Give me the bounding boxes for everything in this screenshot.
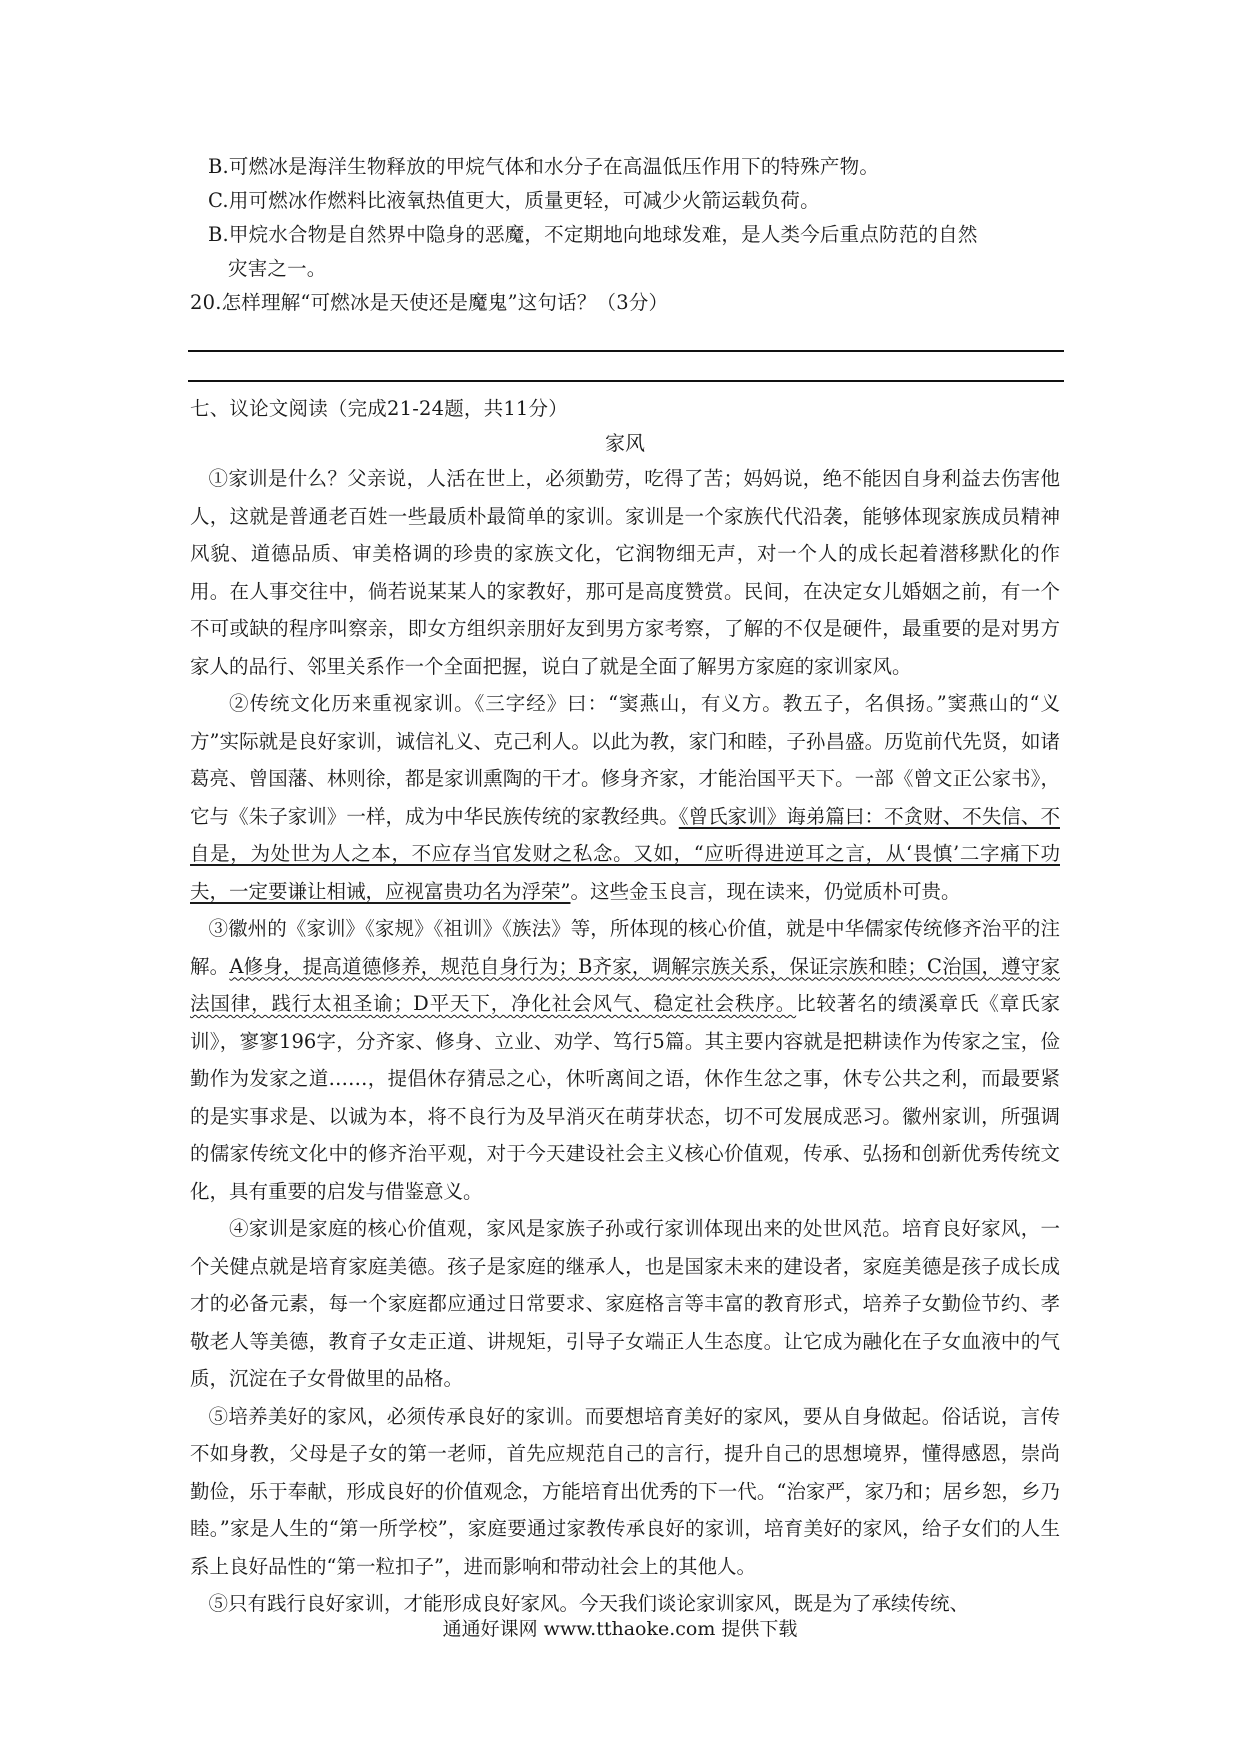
paragraph-5: ⑤培养美好的家风，必须传承良好的家训。而要想培育美好的家风，要从自身做起。俗话说，言传不如身教，父母是子女的第一老师，首先应规范自己的言行，提升自己的思想境界，懂得感恩，崇尚勤俭，乐于奉献，形成良好的价值观念，方能培育出优秀的下一代。“治家严，家乃和；居乡恕，乡乃睦。”家是人生的“第一所学校”，家庭要通过家教传承良好的家训，培育美好的家风，给子女们的人生系上良好品性的“第一粒扣子”，进而影响和带动社会上的其他人。 [190, 1404, 1060, 1578]
essay-title: 家风 [605, 431, 645, 455]
q19-option-b: B.可燃冰是海洋生物释放的甲烷气体和水分子在高温低压作用下的特殊产物。 [208, 155, 880, 178]
underlined-quote: 《曾氏家训》诲弟篇曰：不贪财、不失信、不自是，为处世为人之本，不应存当官发财之私念。又如，“应听得进逆耳之言，从‘畏慎’二字痛下功夫，一定要谦让相诫，应视富贵功名为浮荣” [190, 804, 1060, 903]
paragraph-6: ⑤只有践行良好家训，才能形成良好家风。今天我们谈论家训家风，既是为了承续传统、 [208, 1592, 970, 1615]
paragraph-2-end: 。这些金玉良言，现在读来，仍觉质朴可贵。 [570, 879, 961, 903]
wavy-underlined-text: A修身，提高道德修养，规范自身行为；B齐家，调解宗族关系，保证宗族和睦；C治国，遵守家法国律，践行太祖圣谕；D平天下，净化社会风气、稳定社会秩序。 [190, 954, 1060, 1015]
paragraph-3-end: 比较著名的绩溪章氏《章氏家训》，寥寥196字，分齐家、修身、立业、劝学、笃行5篇。其主要内容就是把耕读作为传家之宝，俭勤作为发家之道……，提倡休存猜忌之心，休听离间之语，休作生忿之事，休专公共之利，而最要紧的是实事求是、以诚为本，将不良行为及早消灭在萌芽状态，切不可发展成恶习。徽州家训，所强调的儒家传统文化中的修齐治平观，对于今天建设社会主义核心价值观，传承、弘扬和创新优秀传统文化，具有重要的启发与借鉴意义。 [190, 992, 1060, 1203]
section-divider [188, 380, 1064, 382]
paragraph-3-text: ③徽州的《家训》《家规》《祖训》《族法》等，所体现的核心价值，就是中华儒家传统修齐治平的注解。 [190, 917, 1060, 978]
section-7-heading: 七、议论文阅读（完成21-24题，共11分） [190, 397, 568, 420]
q19-option-b-second: B.甲烷水合物是自然界中隐身的恶魔，不定期地向地球发难，是人类今后重点防范的自然 [208, 223, 978, 246]
question-20: 20.怎样理解“可燃冰是天使还是魔鬼”这句话？（3分） [190, 291, 669, 314]
q19-option-b-second-cont: 灾害之一。 [228, 257, 327, 280]
page-content [190, 150, 1060, 1623]
page-footer: 通通好课网 www.tthaoke.com 提供下载 [442, 1618, 798, 1640]
paragraph-2 [190, 685, 1060, 910]
paragraph-1: ①家训是什么？父亲说，人活在世上，必须勤劳，吃得了苦；妈妈说，绝不能因自身利益去伤害他人，这就是普通老百姓一些最质朴最简单的家训。家训是一个家族代代沿袭，能够体现家族成员精神风貌、道德品质、审美格调的珍贵的家族文化，它润物细无声，对一个人的成长起着潜移默化的作用。在人事交往中，倘若说某某人的家教好，那可是高度赞赏。民间，在决定女儿婚姻之前，有一个不可或缺的程序叫察亲，即女方组织亲朋好友到男方家考察，了解的不仅是硬件，最重要的是对男方家人的品行、邻里关系作一个全面把握，说白了就是全面了解男方家庭的家训家风。 [190, 467, 1060, 678]
paragraph-4: ④家训是家庭的核心价值观，家风是家族子孙或行家训体现出来的处世风范。培育良好家风，一个关健点就是培育家庭美德。孩子是家庭的继承人，也是国家未来的建设者，家庭美德是孩子成长成才的必备元素，每一个家庭都应通过日常要求、家庭格言等丰富的教育形式，培养子女勤俭节约、孝敬老人等美德，教育子女走正道、讲规矩，引导子女端正人生态度。让它成为融化在子女血液中的气质，沉淀在子女骨做里的品格。 [190, 1217, 1060, 1390]
paragraph-3 [190, 910, 1060, 1210]
paragraph-2-text: ②传统文化历来重视家训。《三字经》曰：“窦燕山，有义方。教五子，名俱扬。”窦燕山的“义方”实际就是良好家训，诚信礼义、克己利人。以此为教，家门和睦，子孙昌盛。历览前代先贤，如诸葛亮、曾国藩、林则徐，都是家训熏陶的干才。修身齐家，才能治国平天下。一部《曾文正公家书》，它与《朱子家训》一样，成为中华民族传统的家教经典。 [190, 692, 1060, 828]
q19-option-c: C.用可燃冰作燃料比液氧热值更大，质量更轻，可减少火箭运载负荷。 [208, 189, 820, 212]
